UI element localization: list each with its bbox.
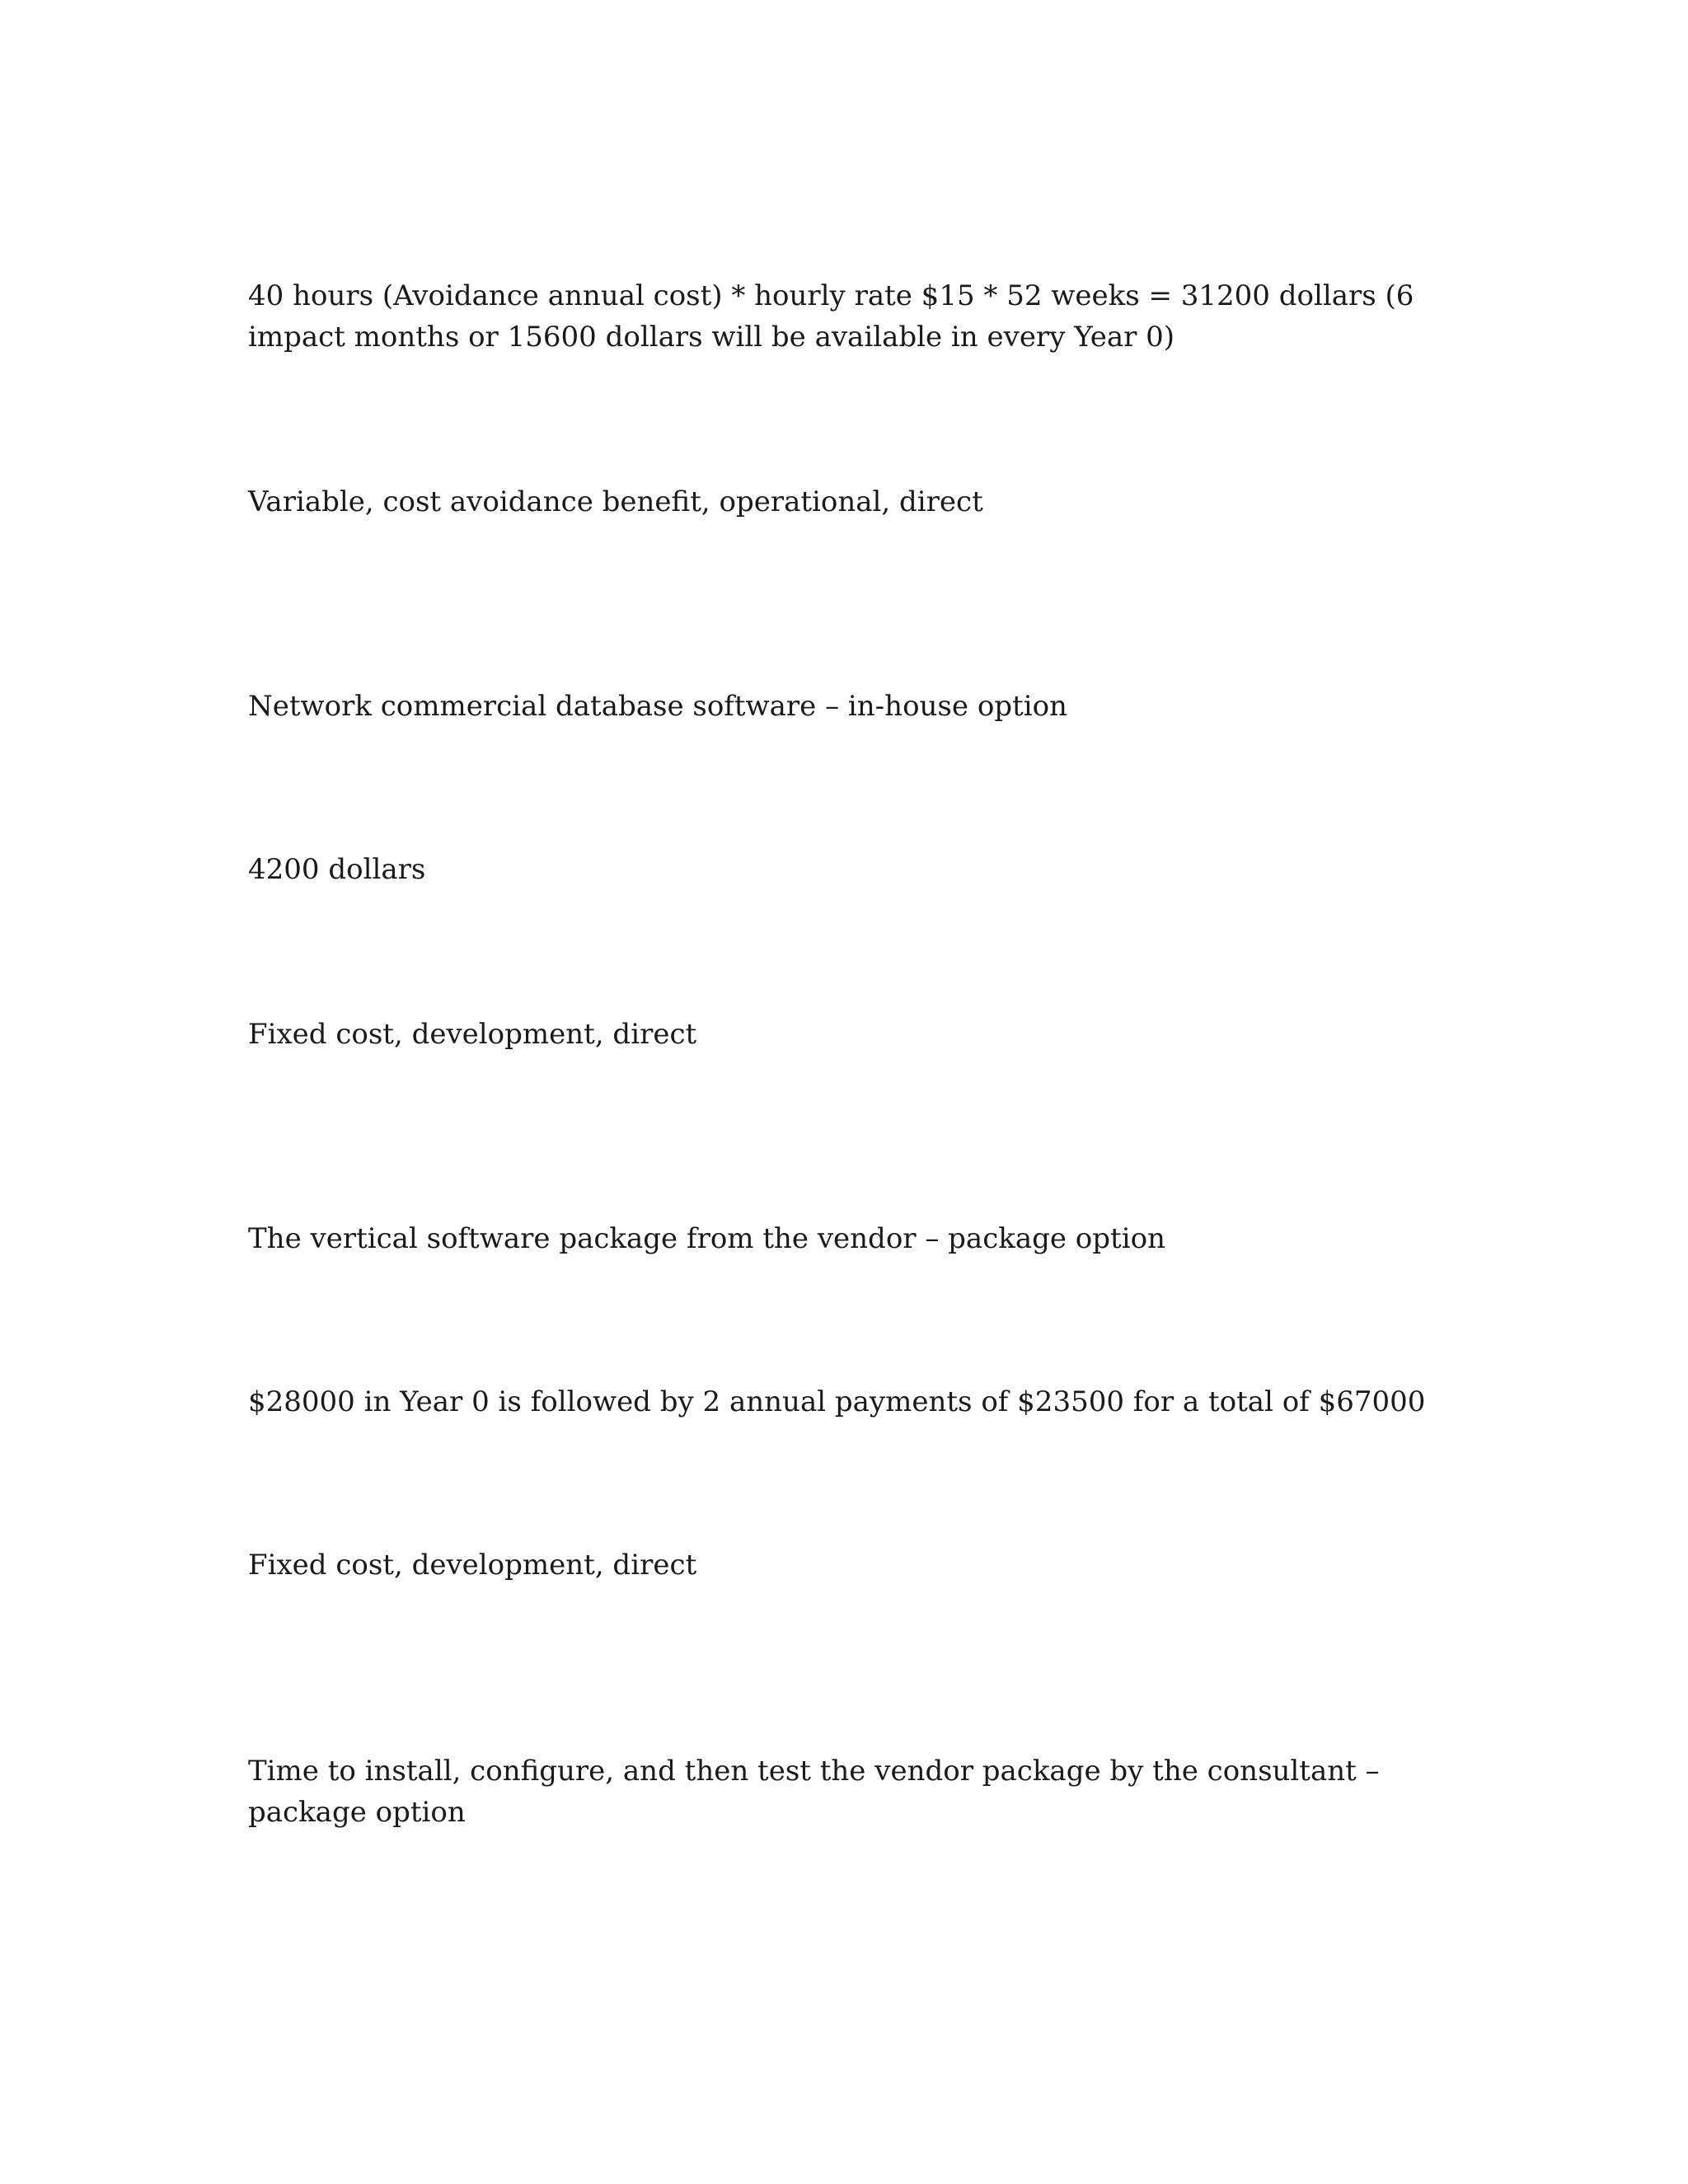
paragraph-in-house-classification: Fixed cost, development, direct [248, 1018, 697, 1051]
paragraph-package-option: The vertical software package from the vendor – package option [248, 1222, 1165, 1255]
paragraph-in-house-option: Network commercial database software – in-house option [248, 690, 1067, 723]
paragraph-avoidance-classification: Variable, cost avoidance benefit, operational, direct [248, 485, 983, 518]
paragraph-package-classification: Fixed cost, development, direct [248, 1549, 697, 1582]
paragraph-package-payments: $28000 in Year 0 is followed by 2 annual payments of $23500 for a total of $67000 [248, 1385, 1426, 1418]
paragraph-in-house-cost: 4200 dollars [248, 853, 426, 886]
paragraph-avoidance-cost-calculation: 40 hours (Avoidance annual cost) * hourly rate $15 * 52 weeks = 31200 dollars (6 impact months or 15600 dollars will be available in every Year 0) [248, 279, 1414, 354]
paragraph-consultant-install: Time to install, configure, and then test the vendor package by the consultant – package option [248, 1755, 1380, 1829]
